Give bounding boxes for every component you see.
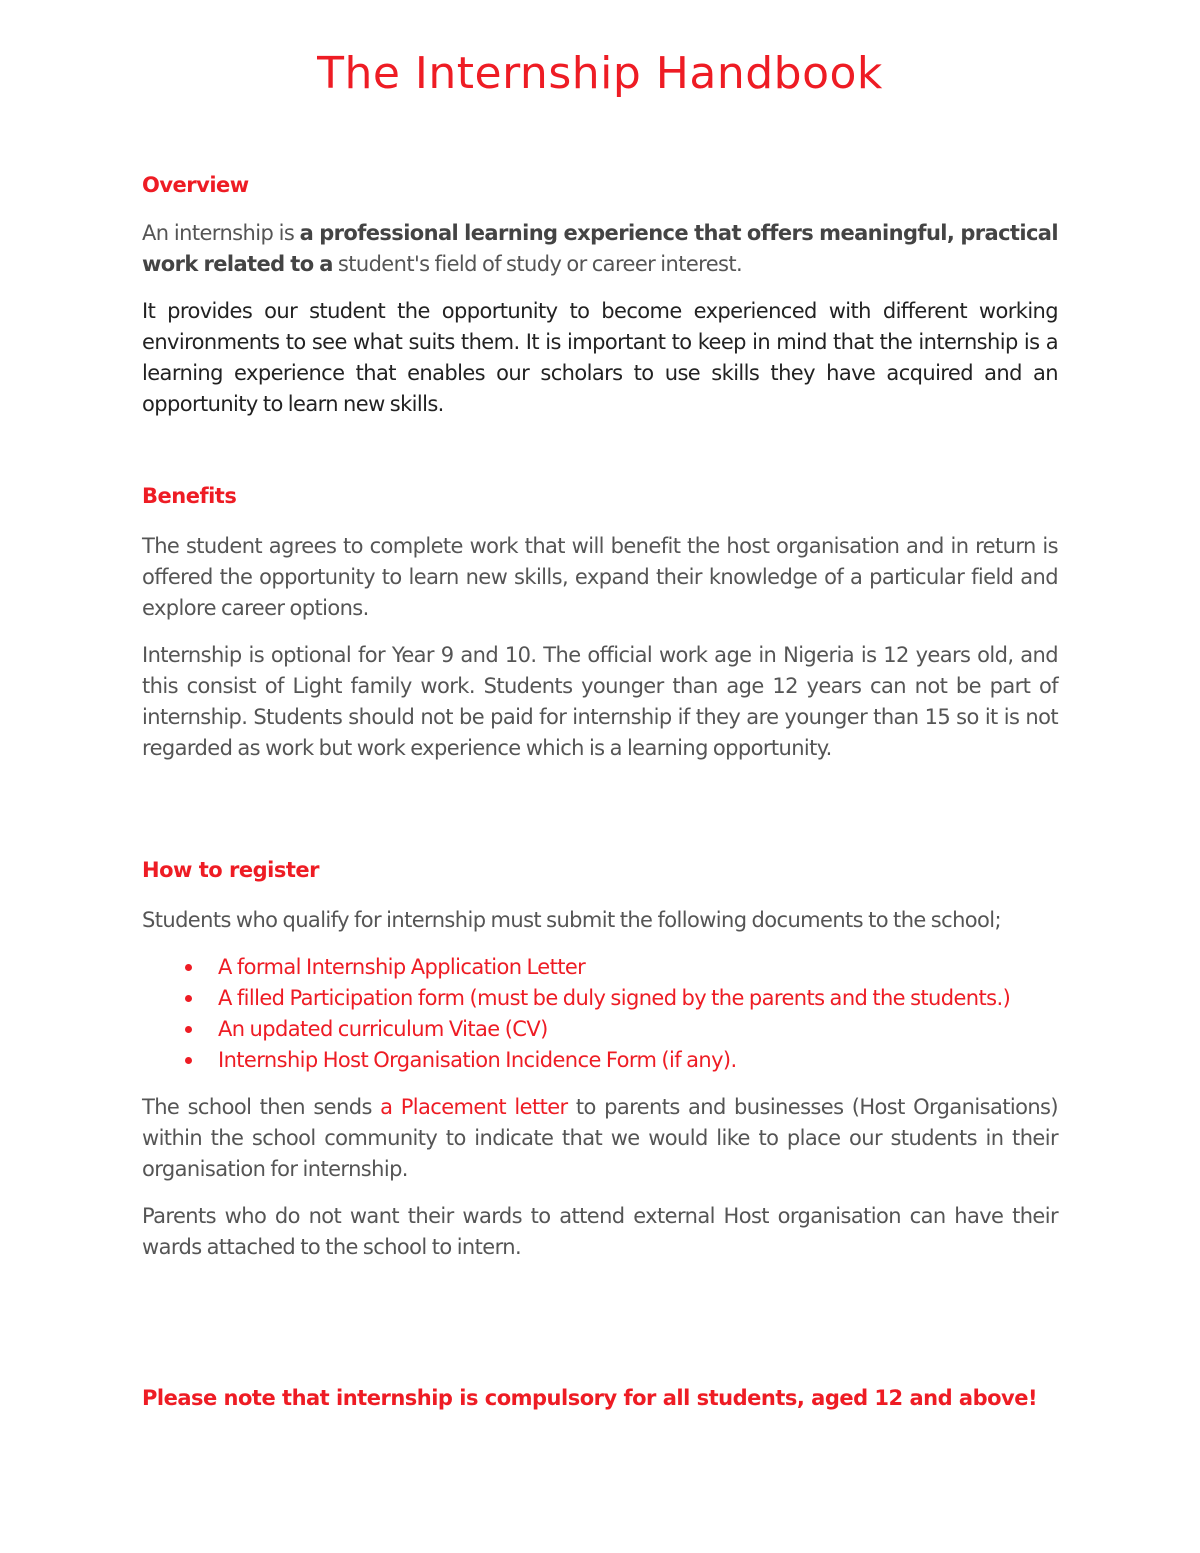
bullet-icon: [185, 1057, 192, 1064]
page-title: The Internship Handbook: [317, 48, 883, 99]
register-heading: How to register: [142, 858, 319, 882]
register-paragraph-2: [142, 1092, 1058, 1185]
document-item-1: A formal Internship Application Letter: [218, 955, 586, 979]
compulsory-note: Please note that internship is compulsory for all students, aged 12 and above!: [142, 1386, 1038, 1410]
list-item: [142, 952, 1058, 983]
overview-paragraph-2: It provides our student the opportunity to become experienced with different working environments to see what suits them. It is important to keep in mind that the internship is a learning experience that enables our scholars to use skills they have acquired and an opportunity to learn new skills.: [142, 299, 1058, 416]
register-intro: Students who qualify for internship must submit the following documents to the school;: [142, 908, 1001, 932]
overview-p1-prefix: An internship is: [142, 221, 300, 245]
overview-p1-bold: a professional learning experience that offers meaningful, practical work related to a: [142, 221, 1058, 276]
document-item-4: Internship Host Organisation Incidence Form (if any).: [218, 1048, 737, 1072]
benefits-section: [142, 483, 1058, 764]
list-item: [142, 983, 1058, 1014]
overview-paragraph-1: [142, 218, 1058, 280]
bullet-icon: [185, 964, 192, 971]
benefits-heading: Benefits: [142, 484, 237, 508]
placement-letter-text: a Placement letter: [380, 1095, 568, 1119]
document-item-3: An updated curriculum Vitae (CV): [218, 1017, 548, 1041]
list-item: [142, 1014, 1058, 1045]
overview-section: [142, 172, 1058, 420]
note-section: [142, 1386, 1058, 1410]
list-item: [142, 1045, 1058, 1076]
register-p2-prefix: The school then sends: [142, 1095, 381, 1119]
documents-list: [142, 952, 1058, 1076]
overview-p1-suffix: student's field of study or career interest.: [332, 252, 743, 276]
register-p2-suffix: to parents and businesses (Host Organisations) within the school community to indicate that we would like to place our students in their organisation for internship.: [142, 1095, 1058, 1181]
overview-heading: Overview: [142, 173, 249, 197]
document-item-2: A filled Participation form (must be duly signed by the parents and the students.): [218, 986, 1011, 1010]
bullet-icon: [185, 995, 192, 1002]
benefits-paragraph-1: The student agrees to complete work that will benefit the host organisation and in return is offered the opportunity to learn new skills, expand their knowledge of a particular field and explore career options.: [142, 534, 1058, 620]
benefits-paragraph-2: Internship is optional for Year 9 and 10. The official work age in Nigeria is 12 years old, and this consist of Light family work. Students younger than age 12 years can not be part of internship. Students should not be paid for internship if they are younger than 15 so it is not regarded as work but work experience which is a learning opportunity.: [142, 643, 1058, 760]
register-section: [142, 857, 1058, 1263]
bullet-icon: [185, 1026, 192, 1033]
register-paragraph-3: Parents who do not want their wards to attend external Host organisation can have their wards attached to the school to intern.: [142, 1204, 1058, 1259]
